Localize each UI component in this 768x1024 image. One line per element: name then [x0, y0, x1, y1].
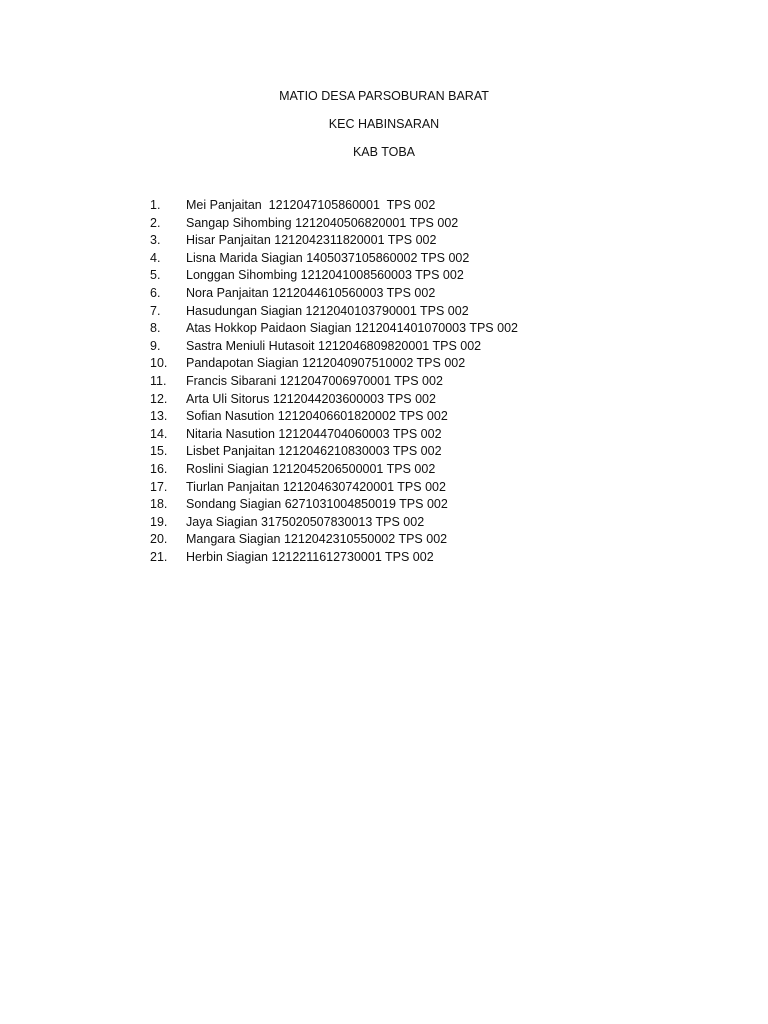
list-item	[150, 443, 710, 461]
item-text: Herbin Siagian 1212211612730001 TPS 002	[186, 549, 434, 564]
item-number: 2.	[150, 215, 161, 230]
list-item	[150, 285, 710, 303]
item-text: Sofian Nasution 12120406601820002 TPS 002	[186, 409, 448, 424]
item-text: Mangara Siagian 1212042310550002 TPS 002	[186, 532, 448, 547]
list-item	[150, 373, 710, 391]
list-item	[150, 355, 710, 373]
item-text: Nitaria Nasution 1212044704060003 TPS 002	[186, 426, 442, 441]
item-number: 12.	[150, 391, 168, 406]
item-number: 19.	[150, 514, 168, 529]
voter-list	[150, 197, 710, 566]
list-item	[150, 320, 710, 338]
item-number: 11.	[150, 373, 167, 388]
item-text: Lisbet Panjaitan 1212046210830003 TPS 002	[186, 444, 442, 459]
item-number: 9.	[150, 338, 161, 353]
list-item	[150, 303, 710, 321]
list-item	[150, 408, 710, 426]
list-item	[150, 232, 710, 250]
item-text: Mei Panjaitan 1212047105860001 TPS 002	[186, 198, 436, 212]
item-text: Pandapotan Siagian 1212040907510002 TPS 002	[186, 356, 466, 371]
list-item	[150, 250, 710, 268]
item-number: 13.	[150, 409, 168, 424]
title-district: KEC HABINSARAN	[328, 117, 440, 131]
list-item	[150, 549, 710, 567]
item-number: 16.	[150, 461, 168, 476]
item-text: Francis Sibarani 1212047006970001 TPS 002	[186, 373, 443, 388]
item-text: Sastra Meniuli Hutasoit 1212046809820001 TPS 002	[186, 338, 482, 353]
list-item	[150, 197, 710, 215]
item-text: Jaya Siagian 3175020507830013 TPS 002	[186, 514, 425, 529]
item-number: 21.	[150, 549, 168, 564]
item-text: Roslini Siagian 1212045206500001 TPS 002	[186, 461, 436, 476]
item-number: 7.	[150, 303, 161, 318]
item-number: 20.	[150, 532, 168, 547]
item-text: Tiurlan Panjaitan 1212046307420001 TPS 002	[186, 479, 446, 494]
list-item	[150, 496, 710, 514]
item-text: Lisna Marida Siagian 1405037105860002 TPS 002	[186, 250, 470, 265]
item-text: Sangap Sihombing 1212040506820001 TPS 002	[186, 215, 459, 230]
item-text: Hisar Panjaitan 1212042311820001 TPS 002	[186, 233, 437, 248]
item-number: 14.	[150, 426, 168, 441]
item-number: 17.	[150, 479, 168, 494]
list-item	[150, 426, 710, 444]
list-item	[150, 461, 710, 479]
title-regency: KAB TOBA	[352, 145, 416, 159]
title-village: MATIO DESA PARSOBURAN BARAT	[279, 89, 489, 103]
item-number: 1.	[150, 198, 161, 212]
item-text: Arta Uli Sitorus 1212044203600003 TPS 002	[186, 391, 436, 406]
item-number: 6.	[150, 285, 161, 300]
item-number: 3.	[150, 233, 161, 248]
list-item	[150, 531, 710, 549]
item-number: 8.	[150, 321, 161, 336]
list-item	[150, 215, 710, 233]
list-item	[150, 338, 710, 356]
list-item	[150, 391, 710, 409]
item-number: 4.	[150, 250, 161, 265]
item-text: Atas Hokkop Paidaon Siagian 1212041401070003 TPS 002	[186, 321, 518, 336]
item-text: Sondang Siagian 6271031004850019 TPS 002	[186, 497, 448, 512]
item-number: 10.	[150, 356, 168, 371]
item-number: 15.	[150, 444, 168, 459]
item-number: 5.	[150, 268, 161, 283]
item-text: Longgan Sihombing 1212041008560003 TPS 002	[186, 268, 464, 283]
list-item	[150, 514, 710, 532]
list-item	[150, 479, 710, 497]
list-item	[150, 267, 710, 285]
item-number: 18.	[150, 497, 168, 512]
item-text: Nora Panjaitan 1212044610560003 TPS 002	[186, 285, 436, 300]
item-text: Hasudungan Siagian 1212040103790001 TPS 002	[186, 303, 469, 318]
